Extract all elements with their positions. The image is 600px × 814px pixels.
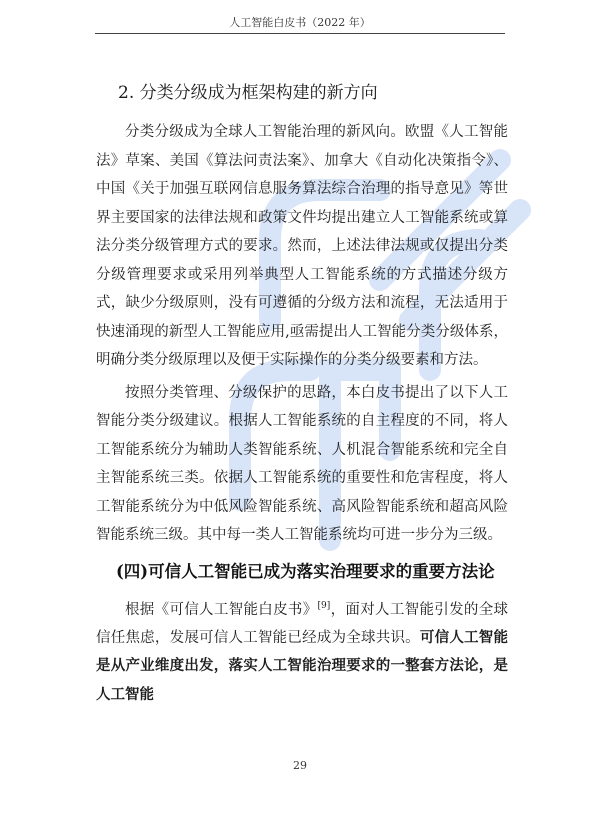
citation-marker: [9]	[317, 600, 331, 611]
page-number: 29	[293, 759, 307, 772]
paragraph-lead: 根据《可信人工智能白皮书》	[125, 601, 318, 618]
running-header: 人工智能白皮书（2022 年）	[229, 16, 371, 29]
main-content	[96, 78, 508, 709]
paragraph: 分类分级成为全球人工智能治理的新风向。欧盟《人工智能法》草案、美国《算法问责法案》、加拿大《自动化决策指令》、中国《关于加强互联网信息服务算法综合治理的指导意见》等世界主要国家的法律法规和政策文件均提出建立人工智能系统或算法分类分级管理方式的要求。然而，上述法律法规或仅提出分类分级管理要求或采用列举典型人工智能系统的方式描述分级方式，缺少分级原则，没有可遵循的分级方法和流程，无法适用于快速涌现的新型人工智能应用,亟需提出人工智能分类分级体系，明确分类分级原理以及便于实际操作的分类分级要素和方法。	[96, 124, 508, 368]
bold-emphasis: 可信人工智能是从产业维度出发，落实人工智能治理要求的一整套方法论，是人工智能	[96, 629, 509, 703]
paragraph-middle: ，面对人工智能引发的全球信任焦虑，发展可信人工智能已经成为全球共识。	[96, 601, 509, 646]
paragraph: 按照分类管理、分级保护的思路，本白皮书提出了以下人工智能分类分级建议。根据人工智能系统的自主程度的不同，将人工智能系统分为辅助人类智能系统、人机混合智能系统和完全自主智能系统三类。依据人工智能系统的重要性和危害程度，将人工智能系统分为中低风险智能系统、高风险智能系统和超高风险智能系统三级。其中每一类人工智能系统均可进一步分为三级。	[96, 384, 508, 543]
section-heading: (四)可信人工智能已成为落实治理要求的重要方法论	[116, 561, 495, 581]
subsection-title: 2. 分类分级成为框架构建的新方向	[118, 83, 378, 103]
header-rule	[95, 33, 505, 34]
paragraph	[96, 592, 508, 710]
